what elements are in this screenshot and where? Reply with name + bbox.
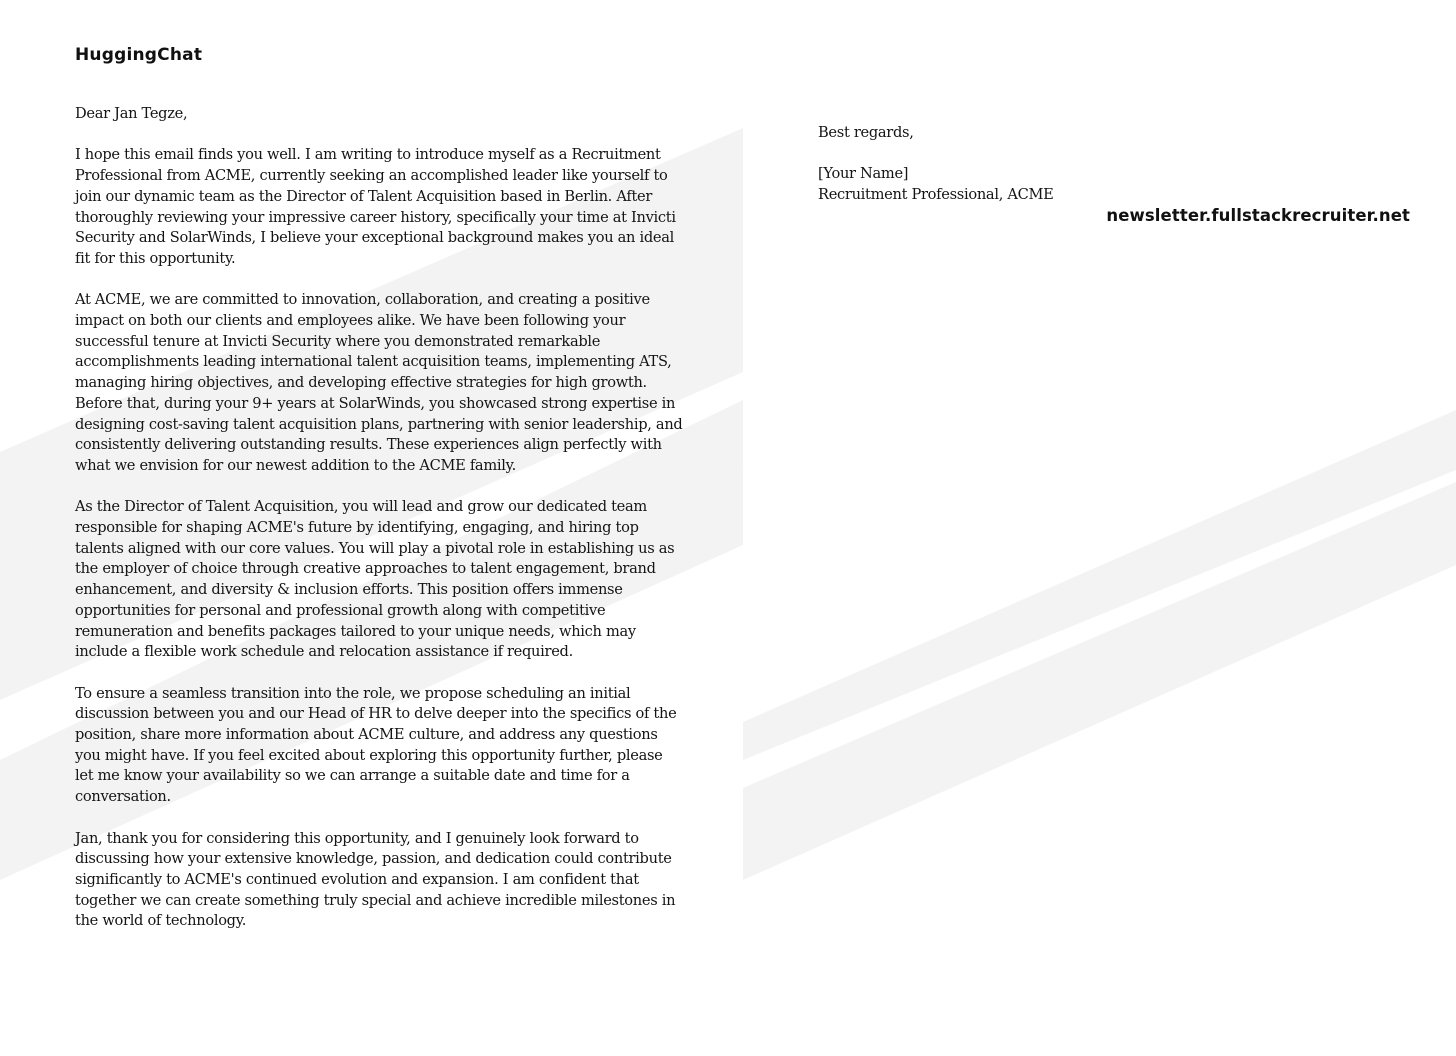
letter-paragraph-4: To ensure a seamless transition into the role, we propose scheduling an initial discussion between you and our Head of HR to delve deeper into the specifics of the position, share more information about ACME culture, and address any questions you might have. If you feel excited about exploring this opportunity further, please let me know your availability so we can arrange a suitable date and time for a conversation. xyxy=(75,684,677,806)
letter-body xyxy=(75,104,685,953)
letter-paragraph-1: I hope this email finds you well. I am writing to introduce myself as a Recruitment Professional from ACME, currently seeking an accomplished leader like yourself to join our dynamic team as the Director of Talent Acquisition based in Berlin. After thoroughly reviewing your impressive career history, specifically your time at Invicti Security and SolarWinds, I believe your exceptional background makes you an ideal fit for this opportunity. xyxy=(75,146,676,267)
sender-title: Recruitment Professional, ACME xyxy=(818,186,1054,204)
letter-paragraph-5: Jan, thank you for considering this opportunity, and I genuinely look forward to discussing how your extensive knowledge, passion, and dedication could contribute significantly to ACME's continued evolution and expansion. I am confident that together we can create something truly special and achieve incredible milestones in the world of technology. xyxy=(75,829,676,930)
closing: Best regards, xyxy=(818,124,914,141)
letter-paragraph-2: At ACME, we are committed to innovation, collaboration, and creating a positive impact on both our clients and employees alike. We have been following your successful tenure at Invicti Security where you demonstrated remarkable accomplishments leading international talent acquisition teams, implementing ATS, managing hiring objectives, and developing effective strategies for high growth. Before that, during your 9+ years at SolarWinds, you showcased strong expertise in designing cost-saving talent acquisition plans, partnering with senior leadership, and consistently delivering outstanding results. These experiences align perfectly with what we envision for our newest addition to the ACME family. xyxy=(75,291,683,474)
sender-name: [Your Name] xyxy=(818,165,909,183)
website-link[interactable]: newsletter.fullstackrecruiter.net xyxy=(1106,206,1410,225)
signoff-block xyxy=(818,123,1218,206)
brand-title: HuggingChat xyxy=(75,45,203,65)
letter-paragraph-3: As the Director of Talent Acquisition, you will lead and grow our dedicated team responsible for shaping ACME's future by identifying, engaging, and hiring top talents aligned with our core values. You will play a pivotal role in establishing us as the employer of choice through creative approaches to talent engagement, brand enhancement, and diversity & inclusion efforts. This position offers immense opportunities for personal and professional growth along with competitive remuneration and benefits packages tailored to your unique needs, which may include a flexible work schedule and relocation assistance if required. xyxy=(75,498,675,661)
letter-greeting: Dear Jan Tegze, xyxy=(75,105,188,122)
